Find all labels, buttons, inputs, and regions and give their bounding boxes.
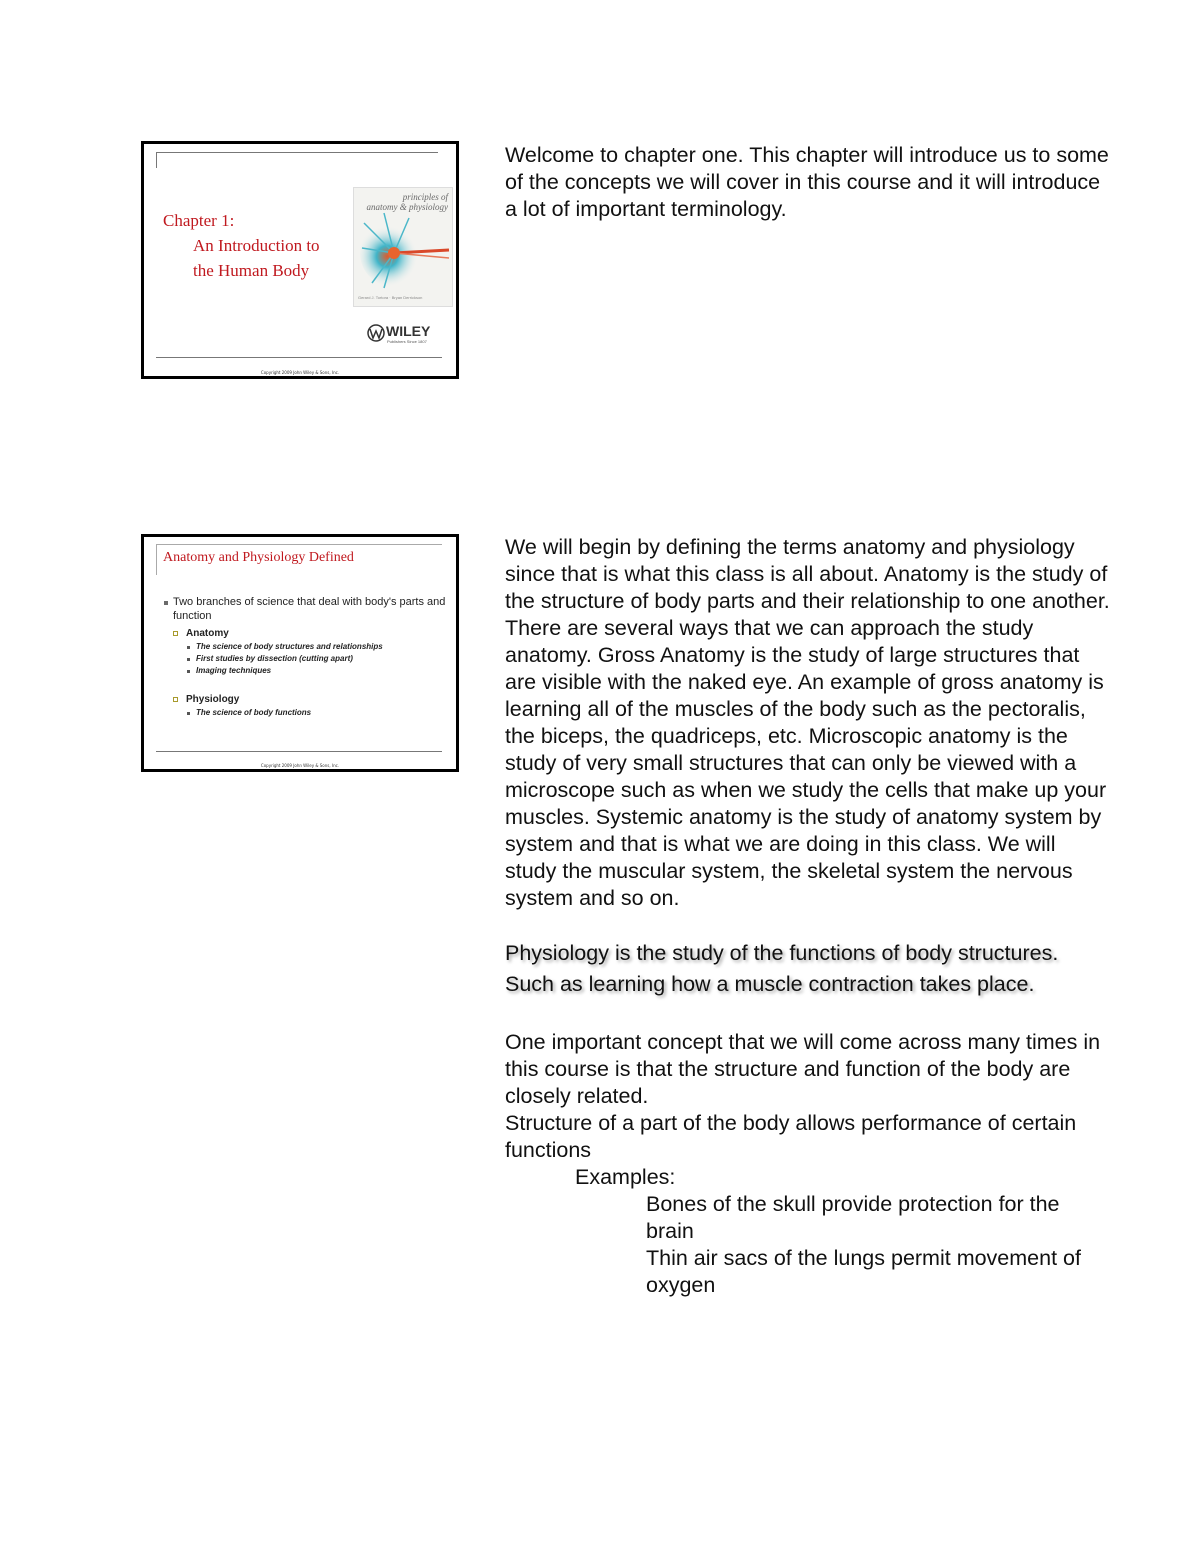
list-item: The science of body functions bbox=[162, 707, 448, 719]
wiley-logo-text: WILEY bbox=[386, 323, 431, 339]
list-item: Imaging techniques bbox=[162, 665, 448, 677]
slide2-title: Anatomy and Physiology Defined bbox=[163, 550, 354, 565]
slide1-title-line3: the Human Body bbox=[193, 261, 310, 280]
slide1-title bbox=[163, 208, 320, 283]
notes1-text: Welcome to chapter one. This chapter will introduce us to some of the concepts we will cover in this course and it will introduce a lot of important terminology. bbox=[505, 143, 1109, 221]
wiley-logo-subtitle: Publishers Since 1807 bbox=[387, 339, 427, 344]
list-item: The science of body structures and relationships bbox=[162, 641, 448, 653]
notes2-examples-label: Examples: bbox=[575, 1165, 676, 1189]
book-title: principles of anatomy & physiology bbox=[366, 192, 448, 212]
sub-bullet-physiology: Physiology bbox=[162, 693, 448, 707]
slide1-title-line1: Chapter 1: bbox=[163, 211, 235, 230]
notes2-para4: Structure of a part of the body allows performance of certain functions bbox=[505, 1111, 1077, 1162]
sub-bullet-anatomy: Anatomy bbox=[162, 627, 448, 641]
slide1-title-line2: An Introduction to bbox=[193, 236, 320, 255]
wiley-logo bbox=[366, 321, 446, 347]
notes2-para1: We will begin by defining the terms anatomy and physiology since that is what this class is all about. Anatomy is the study of the structure of body parts and their relationship to one another. There are several ways that we can approach the study anatomy. Gross Anatomy is the study of large structures that are visible with the naked eye. An example of gross anatomy is learning all of the muscles of the body such as the pectoralis, the biceps, the quadriceps, etc. Microscopic anatomy is the study of very small structures that can only be viewed with a microscope such as when we study the cells that make up your muscles. Systemic anatomy is the study of anatomy system by system and that is what we are doing in this class. We will study the muscular system, the skeletal system the nervous system and so on. bbox=[505, 535, 1110, 910]
book-authors: Gerard J. Tortora · Bryan Derrickson bbox=[358, 295, 423, 300]
notes2-para2: Physiology is the study of the functions of body structures. Such as learning how a muscle contraction takes place. bbox=[505, 941, 1059, 996]
list-item: First studies by dissection (cutting apart) bbox=[162, 653, 448, 665]
wiley-emblem-icon bbox=[366, 323, 386, 343]
slide-copyright: Copyright 2009 John Wiley & Sons, Inc. bbox=[260, 370, 340, 375]
textbook-cover-image bbox=[353, 187, 453, 307]
slide1-notes bbox=[505, 142, 1110, 223]
notes2-para3: One important concept that we will come across many times in this course is that the structure and function of the body are closely related. bbox=[505, 1030, 1101, 1108]
notes2-example1: Bones of the skull provide protection for the brain bbox=[646, 1192, 1060, 1243]
slide-copyright: Copyright 2009 John Wiley & Sons, Inc. bbox=[260, 763, 340, 768]
slide-top-rule bbox=[156, 152, 438, 153]
slide-bottom-rule bbox=[156, 357, 442, 358]
slide-thumbnail-2 bbox=[141, 534, 459, 772]
bullet-main: Two branches of science that deal with body's parts and function bbox=[162, 595, 448, 623]
slide2-bullet-list bbox=[162, 595, 448, 719]
notes2-example2: Thin air sacs of the lungs permit movement of oxygen bbox=[646, 1246, 1081, 1297]
slide2-notes bbox=[505, 534, 1110, 1299]
slide-thumbnail-1 bbox=[141, 141, 459, 379]
slide-top-rule-tick bbox=[156, 152, 157, 168]
slide-bottom-rule bbox=[156, 751, 442, 752]
